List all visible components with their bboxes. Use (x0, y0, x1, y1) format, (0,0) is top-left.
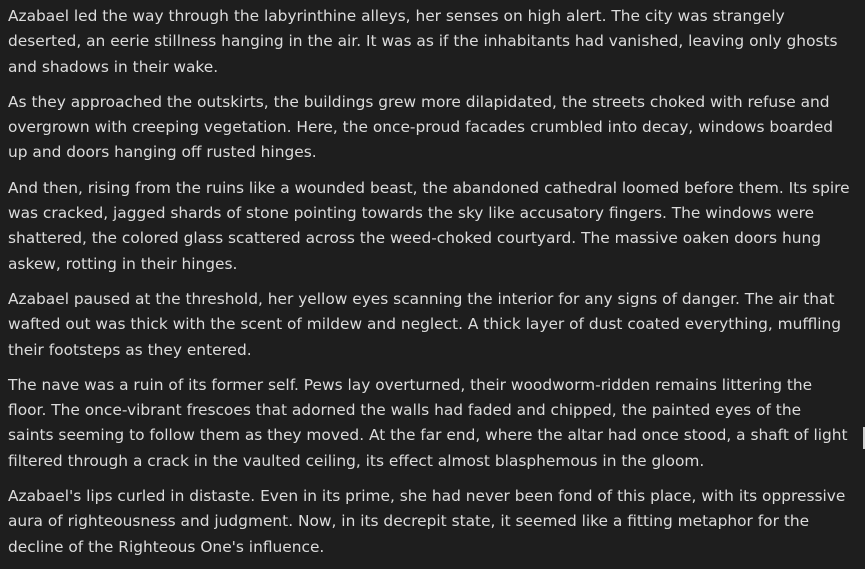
story-paragraph-3: And then, rising from the ruins like a wounded beast, the abandoned cathedral loomed before them. Its spire was cracked, jagged shards of stone pointing towards the sky like accusatory fingers. The windows were shattered, the colored glass scattered across the weed-choked courtyard. The massive oaken doors hung askew, rotting in their hinges. (8, 178, 850, 273)
story-paragraph-5: The nave was a ruin of its former self. Pews lay overturned, their woodworm-ridden remains littering the floor. The once-vibrant frescoes that adorned the walls had faded and chipped, the painted eyes of the saints seeming to follow them as they moved. At the far end, where the altar had once stood, a shaft of light filtered through a crack in the vaulted ceiling, its effect almost blasphemous in the gloom. (8, 375, 848, 470)
story-paragraph-6: Azabael's lips curled in distaste. Even in its prime, she had never been fond of this place, with its oppressive aura of righteousness and judgment. Now, in its decrepit state, it seemed like a fitting metaphor for the decline of the Righteous One's influence. (8, 487, 846, 556)
story-paragraph-1: Azabael led the way through the labyrinthine alleys, her senses on high alert. The city was strangely deserted, an eerie stillness hanging in the air. It was as if the inhabitants had vanished, leaving only ghosts and shadows in their wake. (8, 7, 838, 76)
story-paragraph-4: Azabael paused at the threshold, her yellow eyes scanning the interior for any signs of danger. The air that wafted out was thick with the scent of mildew and neglect. A thick layer of dust coated everything, muffling their footsteps as they entered. (8, 289, 842, 359)
story-paragraph-2: As they approached the outskirts, the buildings grew more dilapidated, the streets choked with refuse and overgrown with creeping vegetation. Here, the once-proud facades crumbled into decay, windows boarded up and doors hanging off rusted hinges. (8, 92, 834, 162)
